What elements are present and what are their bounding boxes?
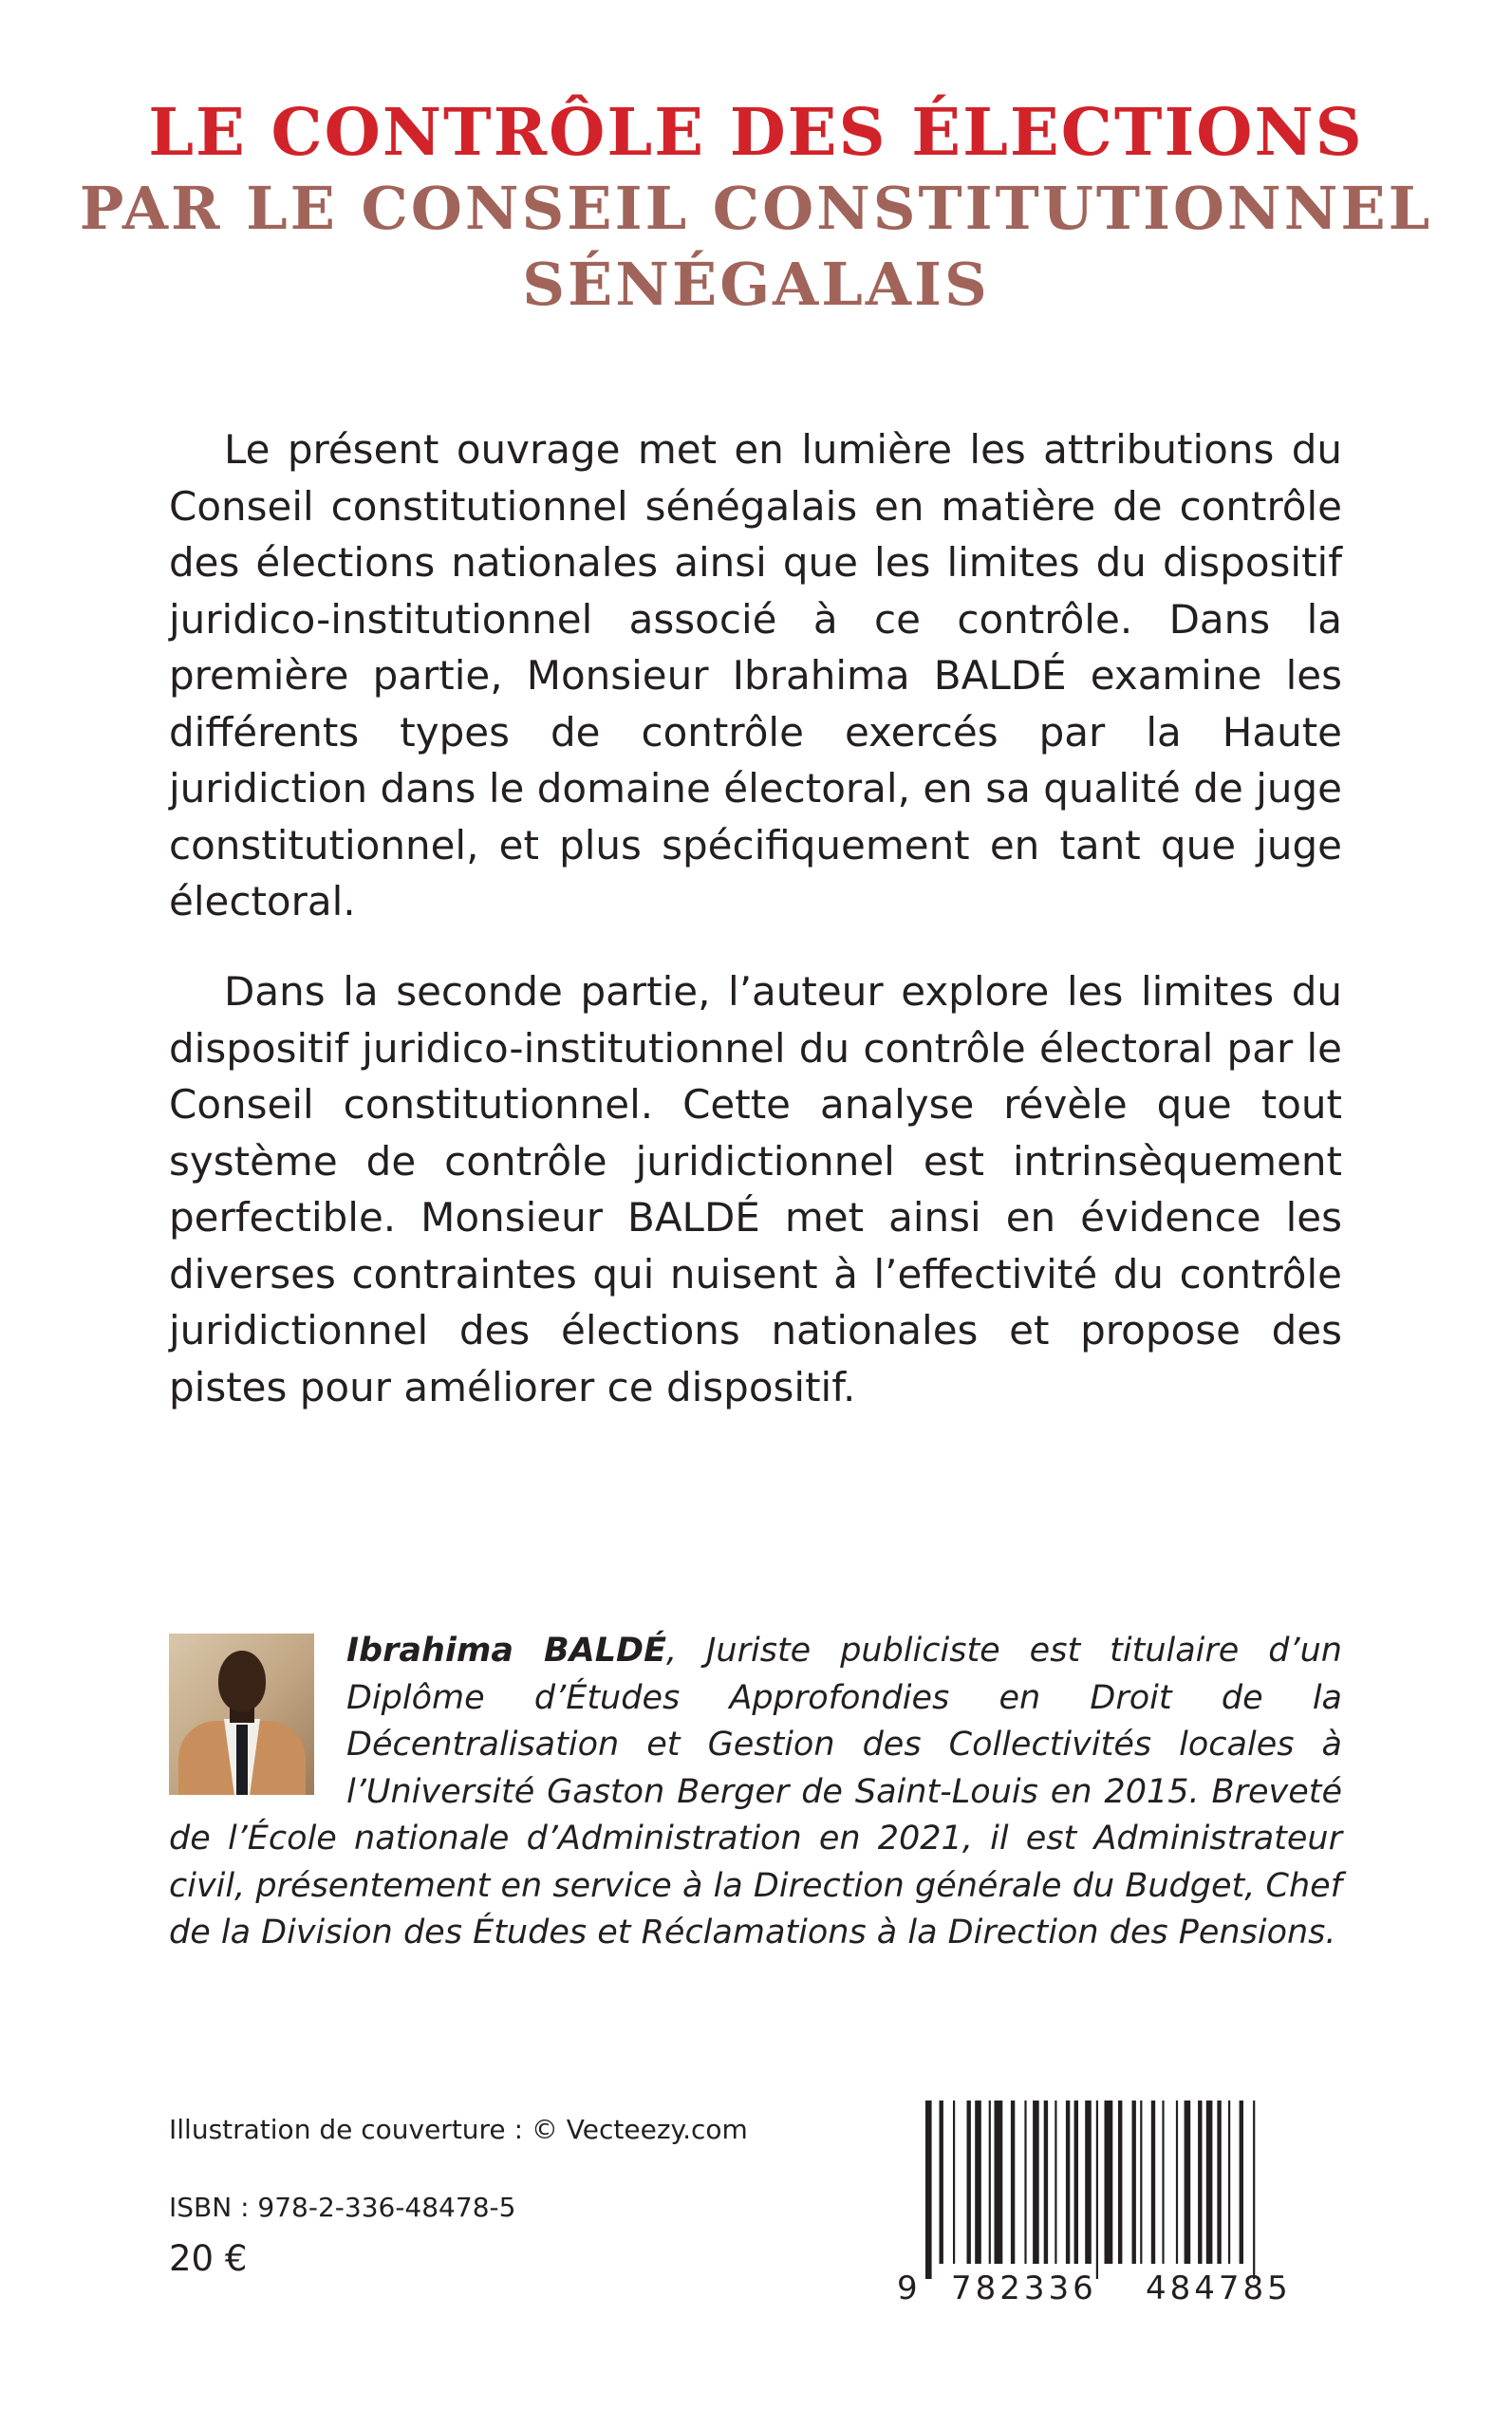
summary-paragraph-2: Dans la seconde partie, l’auteur explore les limites du dispositif juridico-institutionnel du contrôle électoral par le Conseil constitutionnel. Cette analyse révèle que tout système de contrôle juridictionnel est intrinsèquement perfectible. Monsieur BALDÉ met ainsi en évidence les diverses contraintes qui nuisent à l’effectivité du contrôle juridictionnel des élections nationales et propose des pistes pour améliorer ce dispositif.	[169, 968, 1342, 1410]
barcode-digit-first: 9	[897, 2269, 918, 2305]
barcode-bar	[1118, 2101, 1122, 2264]
isbn: ISBN : 978-2-336-48478-5	[169, 2192, 516, 2223]
barcode-bar	[1085, 2101, 1092, 2264]
barcode-bar	[1055, 2101, 1056, 2264]
barcode-bar	[995, 2101, 1003, 2264]
barcode-bar	[940, 2101, 943, 2264]
barcode-bar	[1206, 2101, 1213, 2264]
barcode-bar	[1074, 2101, 1078, 2264]
barcode-bar	[1132, 2101, 1136, 2264]
title-main: LE CONTRÔLE DES ÉLECTIONS	[148, 95, 1364, 171]
illustration-credit: Illustration de couverture : © Vecteezy.com	[169, 2114, 748, 2145]
title-subtitle-line-1: PAR LE CONSEIL CONSTITUTIONNEL	[79, 174, 1433, 243]
author-bio-text: , Juriste publiciste est titulaire d’un Diplôme d’Études Approfondies en Droit de la Décentralisation et Gestion des Collectivités locales à l’Université Gaston Berger de Saint-Louis en 2015. Breveté de l’École nationale d’Administration en 2021, il est Administrateur civil, présentement en service à la Direction générale du Budget, Chef de la Division des Études et Réclamations à la Direction des Pensions.	[169, 1632, 1342, 1951]
barcode-bar	[1024, 2101, 1026, 2264]
barcode-bar	[1217, 2101, 1221, 2264]
barcode-bar	[1253, 2101, 1255, 2279]
book-title	[0, 95, 1512, 323]
barcode-bar	[925, 2101, 932, 2279]
barcode-bar	[1185, 2101, 1191, 2264]
barcode-digits-left: 782336	[951, 2269, 1097, 2305]
barcode-bar	[1033, 2101, 1039, 2264]
summary-paragraph-1: Le présent ouvrage met en lumière les attributions du Conseil constitutionnel sénégalais en matière de contrôle des élections nationales ainsi que les limites du dispositif juridico-institutionnel associé à ce contrôle. Dans la première partie, Monsieur Ibrahima BALDÉ examine les différents types de contrôle exercés par la Haute juridiction dans le domaine électoral, en sa qualité de juge constitutionnel, et plus spécifiquement en tant que juge électoral.	[169, 426, 1342, 924]
barcode-bar	[967, 2101, 971, 2264]
author-bio	[169, 1628, 1342, 1957]
title-subtitle-line-2: SÉNÉGALAIS	[522, 250, 990, 319]
barcode-bar	[1228, 2101, 1230, 2264]
barcode-bar	[1011, 2101, 1015, 2264]
barcode-bar	[1240, 2101, 1243, 2264]
isbn-barcode	[897, 2101, 1343, 2305]
author-photo	[169, 1634, 314, 1795]
barcode-bar	[1066, 2101, 1070, 2264]
barcode-bar	[1140, 2101, 1142, 2264]
barcode-bar	[953, 2101, 955, 2264]
barcode-bar	[1198, 2101, 1202, 2264]
barcode-bar	[975, 2101, 981, 2264]
barcode-digits-right: 484785	[1146, 2269, 1292, 2305]
barcode-bar	[1151, 2101, 1155, 2264]
barcode-bar	[1162, 2101, 1164, 2264]
barcode-bar	[1105, 2101, 1113, 2264]
barcode-bar	[1176, 2101, 1178, 2264]
barcode-bars	[925, 2101, 1255, 2279]
barcode-bar	[1044, 2101, 1048, 2264]
price: 20 €	[169, 2238, 248, 2279]
barcode-graphic	[897, 2101, 1343, 2305]
author-name: Ibrahima BALDÉ	[346, 1632, 667, 1670]
barcode-bar	[989, 2101, 991, 2264]
barcode-bar	[1096, 2101, 1098, 2279]
